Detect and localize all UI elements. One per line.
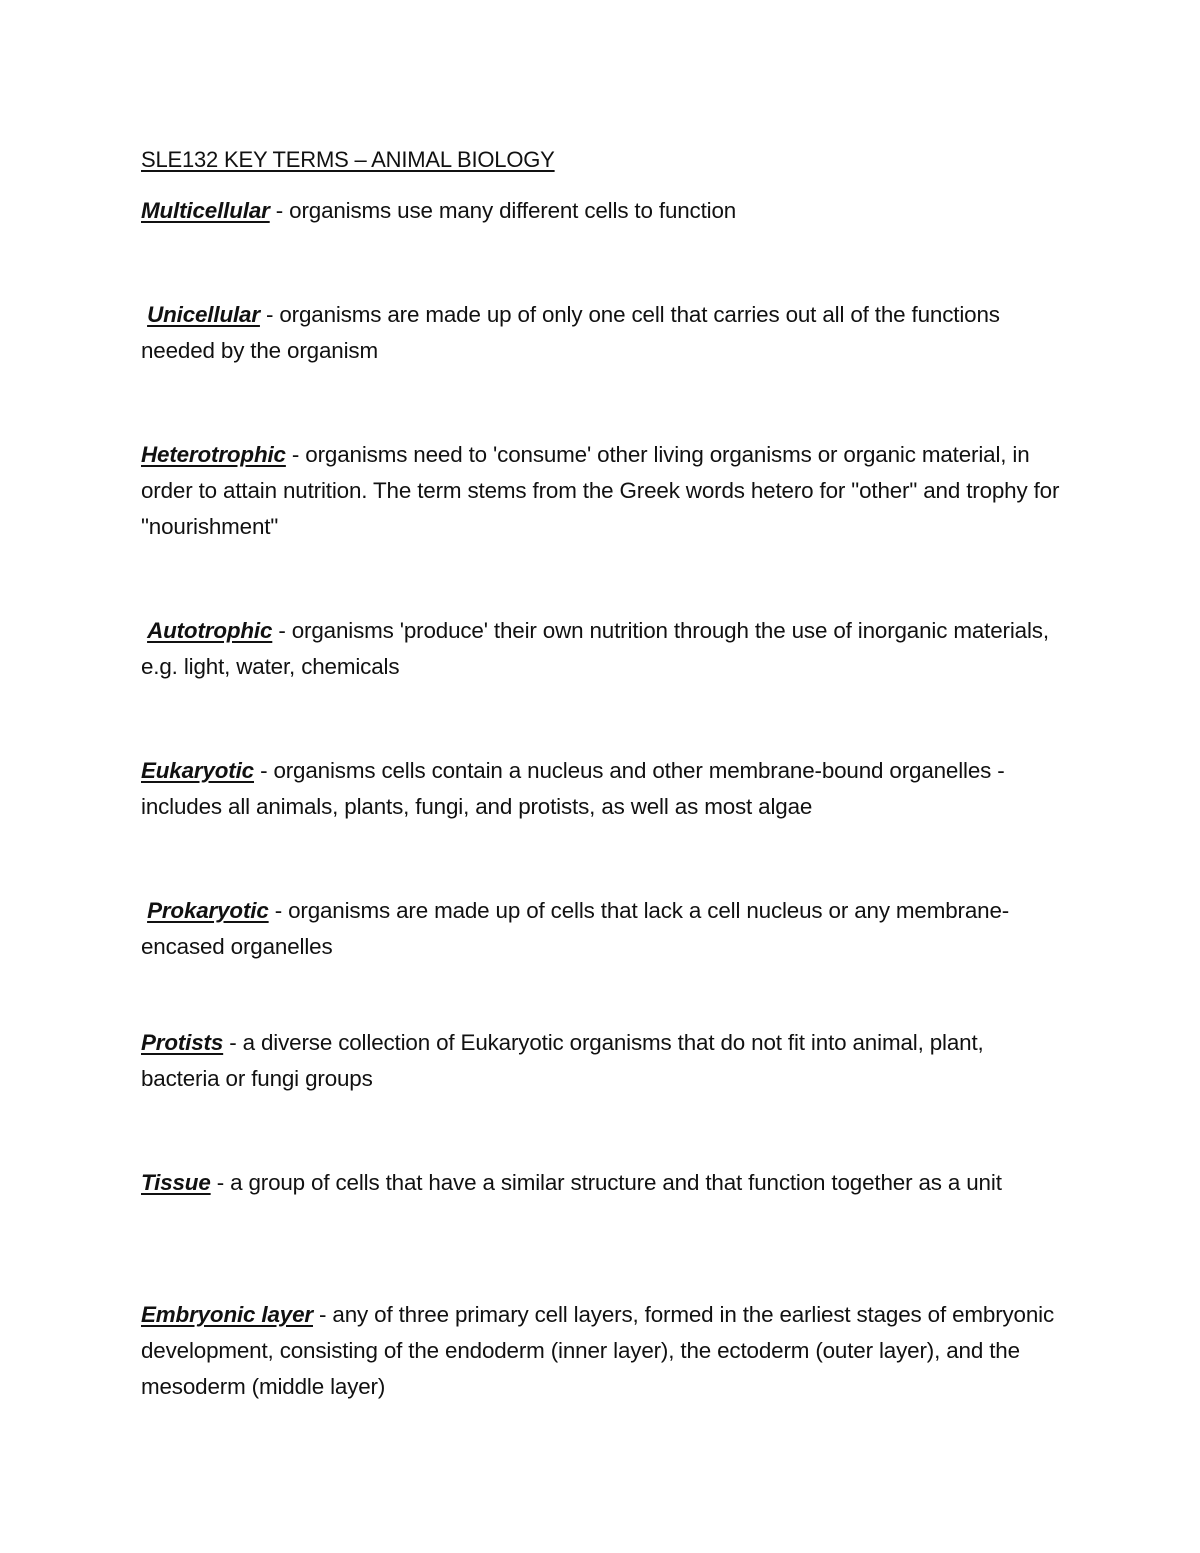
key-term-entry	[141, 1297, 1061, 1405]
term-definition: - organisms need to 'consume' other living organisms or organic material, in order to attain nutrition. The term stems from the Greek words hetero for "other" and trophy for "nourishment"	[141, 442, 1060, 539]
term-definition: - a diverse collection of Eukaryotic organisms that do not fit into animal, plant, bacteria or fungi groups	[141, 1030, 984, 1091]
key-term: Eukaryotic	[141, 758, 254, 783]
key-term: Embryonic layer	[141, 1302, 313, 1327]
key-term: Protists	[141, 1030, 224, 1055]
key-term-entry	[141, 1025, 1061, 1097]
term-definition: - organisms are made up of cells that lack a cell nucleus or any membrane-encased organelles	[141, 898, 1010, 959]
key-term-entry	[141, 893, 1061, 965]
key-term: Unicellular	[147, 302, 260, 327]
key-term: Autotrophic	[147, 618, 273, 643]
key-term: Tissue	[141, 1170, 211, 1195]
term-definition: - organisms cells contain a nucleus and other membrane-bound organelles - includes all animals, plants, fungi, and protists, as well as most algae	[141, 758, 1005, 819]
key-term: Heterotrophic	[141, 442, 286, 467]
key-term-entry	[141, 613, 1061, 685]
term-definition: - any of three primary cell layers, formed in the earliest stages of embryonic development, consisting of the endoderm (inner layer), the ectoderm (outer layer), and the mesoderm (middle layer)	[141, 1302, 1055, 1399]
term-definition: - organisms use many different cells to function	[269, 198, 737, 223]
document-title: SLE132 KEY TERMS – ANIMAL BIOLOGY	[141, 147, 555, 172]
key-term-entry	[141, 297, 1061, 369]
key-term-entry	[141, 193, 1061, 229]
term-definition: - organisms 'produce' their own nutrition through the use of inorganic materials, e.g. light, water, chemicals	[141, 618, 1049, 679]
key-term-entry	[141, 437, 1061, 545]
key-term: Multicellular	[141, 198, 270, 223]
key-term-entry	[141, 753, 1061, 825]
term-definition: - organisms are made up of only one cell that carries out all of the functions needed by the organism	[141, 302, 1000, 363]
key-term-entry	[141, 1165, 1061, 1201]
term-definition: - a group of cells that have a similar structure and that function together as a unit	[210, 1170, 1002, 1195]
key-term: Prokaryotic	[147, 898, 269, 923]
